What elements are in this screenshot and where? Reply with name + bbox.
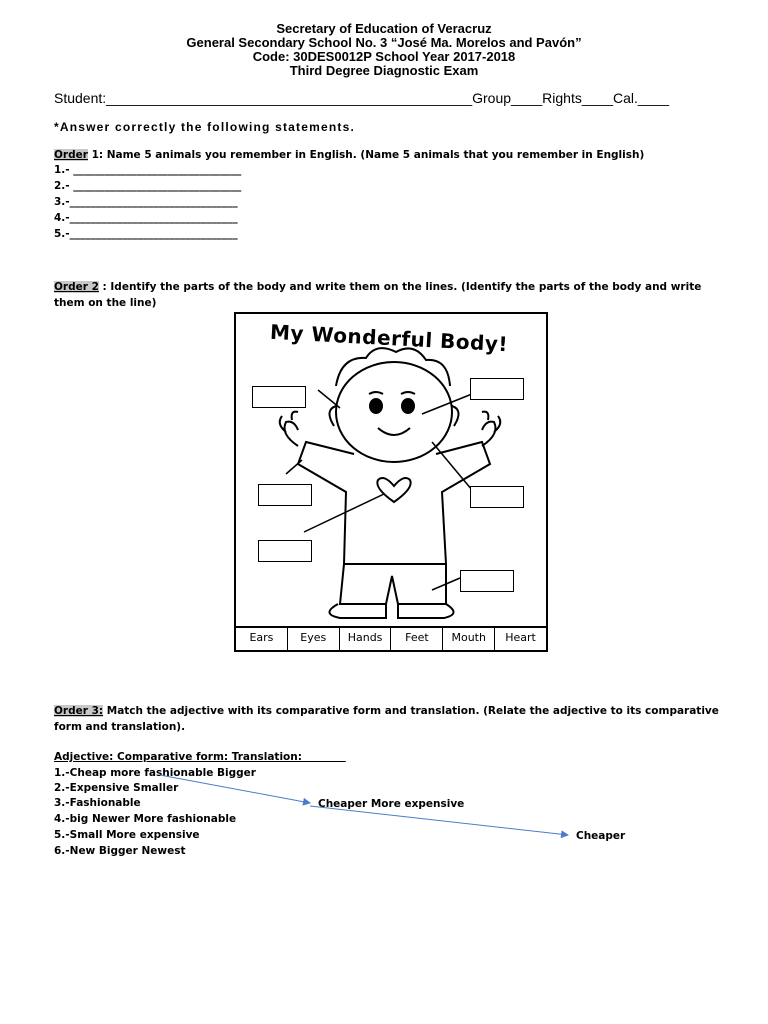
order1-line-5: 5.-________________________________: [54, 228, 238, 240]
order2-label: Order 2: [54, 281, 99, 293]
order3-item-3: 3.-Fashionable: [54, 797, 141, 809]
word-ears: Ears: [236, 628, 288, 650]
order1-line-2: 2.- ________________________________: [54, 180, 242, 192]
order3-item-6: 6.-New Bigger Newest: [54, 845, 186, 857]
order1-label: Order: [54, 149, 88, 161]
order3-item-4: 4.-big Newer More fashionable: [54, 813, 237, 825]
picture-title: My Wonderful Body!: [269, 319, 509, 357]
order2-text: : Identify the parts of the body and write them on the lines. (Identify the parts of the body and write them on the line): [54, 281, 702, 309]
order3-item-2: 2.-Expensive Smaller: [54, 782, 179, 794]
word-eyes: Eyes: [288, 628, 340, 650]
order1-line-3: 3.-________________________________: [54, 196, 238, 208]
order3-text: Match the adjective with its comparative form and translation. (Relate the adjective to its comparative form and translation).: [54, 705, 719, 733]
order3-right-2: Cheaper: [576, 830, 626, 842]
school-secretary: Secretary of Education of Veracruz: [276, 21, 492, 36]
order3-label: Order 3:: [54, 705, 104, 717]
word-feet: Feet: [391, 628, 443, 650]
order3-right-1: Cheaper More expensive: [318, 798, 465, 810]
school-code: Code: 30DES0012P School Year 2017-2018: [252, 49, 516, 64]
student-info-line: Student:_______________________________________________Group____Rights____Cal.____: [54, 90, 670, 106]
order3-item-5: 5.-Small More expensive: [54, 829, 200, 841]
school-name: General Secondary School No. 3 “José Ma. Morelos and Pavón”: [186, 35, 582, 50]
exam-title: Third Degree Diagnostic Exam: [289, 63, 479, 78]
word-mouth: Mouth: [443, 628, 495, 650]
word-heart: Heart: [505, 631, 536, 644]
instruction: *Answer correctly the following statements.: [54, 120, 355, 134]
order3-heading: Adjective: Comparative form: Translation:: [54, 751, 346, 763]
order1-text: 1: Name 5 animals you remember in English. (Name 5 animals that you remember in English): [87, 149, 645, 161]
order1-line-4: 4.-________________________________: [54, 212, 238, 224]
order1-line-1: 1.- ________________________________: [54, 164, 242, 176]
match-arrow-1: [160, 775, 310, 803]
order3-item-1: 1.-Cheap more fashionable Bigger: [54, 767, 256, 779]
word-hands: Hands: [340, 628, 392, 650]
match-arrow-2: [310, 806, 568, 835]
